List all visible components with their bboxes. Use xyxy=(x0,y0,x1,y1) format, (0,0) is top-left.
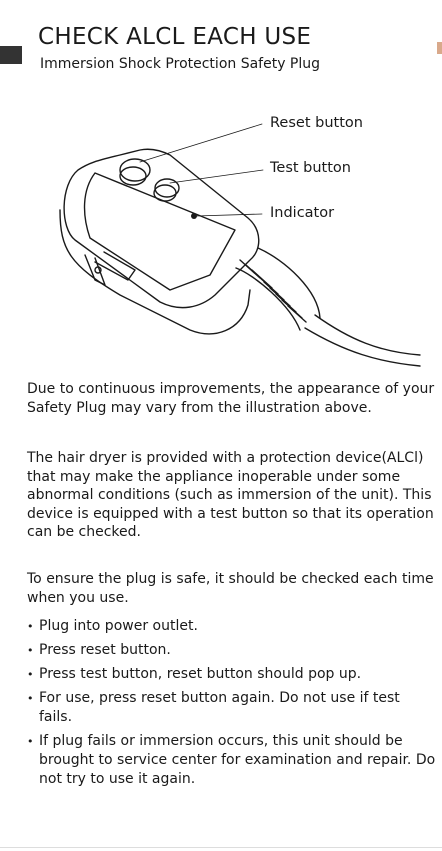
list-item: • For use, press reset button again. Do not use if test fails. xyxy=(27,689,437,727)
list-item: • Plug into power outlet. xyxy=(27,617,437,636)
list-item: • Press reset button. xyxy=(27,641,437,660)
paragraph-check-each-use: To ensure the plug is safe, it should be checked each time when you use. xyxy=(27,571,434,606)
paragraph-protection-device: The hair dryer is provided with a protection device(ALCl) that may make the appliance inoperable under some abnormal conditions (such as immersion of the unit). This device is equipped with a test button so that its operation can be checked. xyxy=(27,450,434,540)
callout-reset-button: Reset button xyxy=(270,115,363,131)
list-item: • Press test button, reset button should pop up. xyxy=(27,665,437,684)
page-subtitle: Immersion Shock Protection Safety Plug xyxy=(40,56,321,72)
list-item: • If plug fails or immersion occurs, this unit should be brought to service center for examination and repair. Do not try to use it again. xyxy=(27,732,437,789)
page-bottom-rule xyxy=(0,847,442,848)
steps-list xyxy=(27,617,437,794)
callout-indicator: Indicator xyxy=(270,205,335,221)
page-title: CHECK ALCL EACH USE xyxy=(38,24,312,50)
callout-test-button: Test button xyxy=(270,160,351,176)
paragraph-appearance-note: Due to continuous improvements, the appearance of your Safety Plug may vary from the illustration above. xyxy=(27,381,435,416)
page-edge-tab-left xyxy=(0,46,22,64)
page-edge-tab-right xyxy=(437,42,442,54)
safety-plug-illustration xyxy=(0,90,442,370)
